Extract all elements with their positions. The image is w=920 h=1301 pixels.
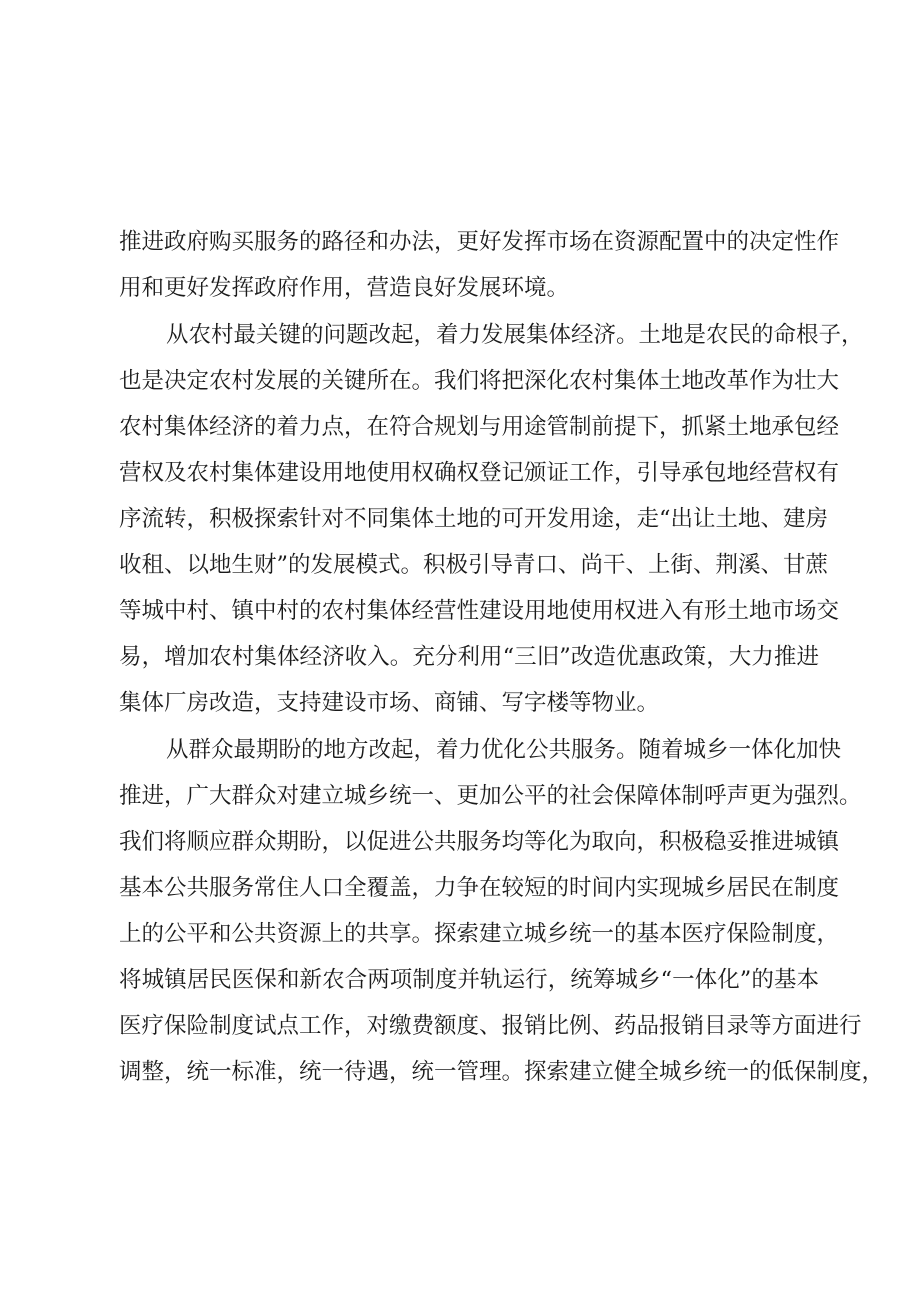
- paragraph-3-line-3: 我们将顺应群众期盼，以促进公共服务均等化为取向，积极稳妥推进城镇: [119, 829, 840, 855]
- paragraph-3-line-5: 上的公平和公共资源上的共享。探索建立城乡统一的基本医疗保险制度，: [119, 921, 840, 947]
- paragraph-2-line-7: 等城中村、镇中村的农村集体经营性建设用地使用权进入有形土地市场交: [119, 598, 840, 624]
- paragraph-3-line-1: 从群众最期盼的地方改起，着力优化公共服务。随着城乡一体化加快: [166, 737, 842, 763]
- paragraph-2-line-1: 从农村最关键的问题改起，着力发展集体经济。土地是农民的命根子，: [166, 322, 864, 348]
- paragraph-2-line-4: 营权及农村集体建设用地使用权确权登记颁证工作，引导承包地经营权有: [119, 460, 840, 486]
- text-line-2: 用和更好发挥政府作用，营造良好发展环境。: [119, 275, 570, 301]
- paragraph-3-line-2: 推进，广大群众对建立城乡统一、更加公平的社会保障体制呼声更为强烈。: [119, 783, 862, 809]
- paragraph-2-line-5: 序流转，积极探索针对不同集体土地的可开发用途，走“出让土地、建房: [119, 506, 829, 532]
- paragraph-2-line-2: 也是决定农村发展的关键所在。我们将把深化农村集体土地改革作为壮大: [119, 368, 840, 394]
- paragraph-3-line-8: 调整，统一标准，统一待遇，统一管理。探索建立健全城乡统一的低保制度，: [119, 1059, 885, 1085]
- paragraph-2-line-9: 集体厂房改造，支持建设市场、商铺、写字楼等物业。: [119, 690, 660, 716]
- paragraph-2-line-6: 收租、以地生财”的发展模式。积极引导青口、尚干、上街、荆溪、甘蔗: [119, 552, 829, 578]
- paragraph-3-line-4: 基本公共服务常住人口全覆盖，力争在较短的时间内实现城乡居民在制度: [119, 875, 840, 901]
- text-line-1: 推进政府购买服务的路径和办法，更好发挥市场在资源配置中的决定性作: [119, 229, 840, 255]
- paragraph-2-line-8: 易，增加农村集体经济收入。充分利用“三旧”改造优惠政策，大力推进: [119, 644, 819, 670]
- paragraph-3-line-7: 医疗保险制度试点工作，对缴费额度、报销比例、药品报销目录等方面进行: [119, 1013, 862, 1039]
- paragraph-3-line-6: 将城镇居民医保和新农合两项制度并轨运行，统筹城乡“一体化”的基本: [119, 967, 819, 993]
- paragraph-2-line-3: 农村集体经济的着力点，在符合规划与用途管制前提下，抓紧土地承包经: [119, 414, 840, 440]
